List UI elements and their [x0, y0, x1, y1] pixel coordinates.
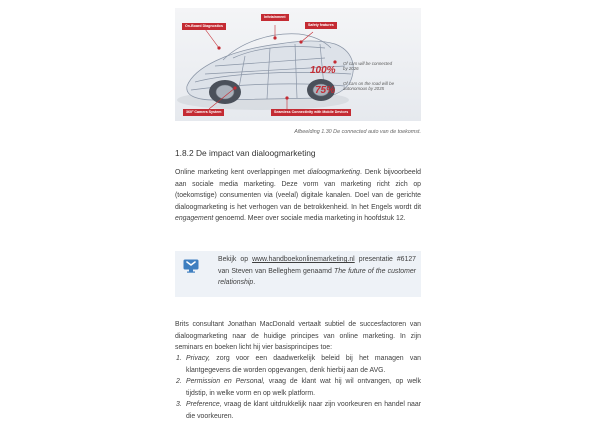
tag-onboard-diagnostics: On-Board Diagnostics [182, 23, 226, 30]
list-item: 2. Permission en Personal, vraag de klant wat hij wil ontvangen, op welk tijdstip, in welke vorm en op welk platform. [176, 378, 422, 397]
macdonald-paragraph: Brits consultant Jonathan MacDonald vertaalt subtiel de succesfactoren van dialoogmarketing naar de huidige principes van online marketing. In zijn seminars en boeken licht hij vier basisprincipes toe: [175, 321, 421, 352]
stat-autonomous-cars [315, 80, 395, 98]
connected-car-figure [175, 8, 421, 121]
stat-description: Of cars will be connected by 2026 [343, 61, 393, 72]
stat-percentage: 100% [310, 65, 336, 76]
stat-connected-cars [310, 60, 393, 78]
tip-text: Bekijk op www.handboekonlinemarketing.nl presentatie #6127 van Steven van Belleghem genaamd The future of the customer relationship. [218, 256, 416, 287]
intro-paragraph: Online marketing kent overlappingen met dialoogmarketing. Denk bijvoorbeeld aan sociale media marketing. Deze vorm van marketing richt zich op (toekomstige) consumenten via (veelal) digitale kanalen. Doel van de gerichte dialoogmarketing is het verhogen van de betrokkenheid. In het Engels wordt dit engagement genoemd. Meer over sociale media marketing in hoofdstuk 12. [175, 169, 421, 223]
stat-percentage: 75% [315, 85, 336, 96]
list-item: 1. Privacy, zorg voor een daadwerkelijk beleid bij het managen van klantgegevens die worden opgevangen, denk hierbij aan de AVG. [176, 355, 421, 374]
tag-infotainment: Infotainment [261, 14, 289, 21]
list-item: 3. Preference, vraag de klant uitdrukkelijk naar zijn voorkeuren en handel naar die voorkeuren. [176, 401, 421, 420]
stat-description: Of cars on the road will be autonomous by 2035 [343, 81, 395, 92]
figure-caption: Afbeelding 1.30 De connected auto van de toekomst. [294, 129, 421, 135]
handboek-link[interactable]: www.handboekonlinemarketing.nl [252, 256, 355, 263]
tag-camera-system: 360° Camera System [183, 109, 224, 116]
tag-safety-features: Safety features [305, 22, 337, 29]
tag-connectivity: Seamless Connectivity with Mobile Devices [271, 109, 351, 116]
section-heading: 1.8.2 De impact van dialoogmarketing [175, 148, 316, 158]
principles-list [175, 353, 421, 423]
monitor-arrow-icon [183, 259, 199, 273]
tip-box [175, 251, 421, 297]
